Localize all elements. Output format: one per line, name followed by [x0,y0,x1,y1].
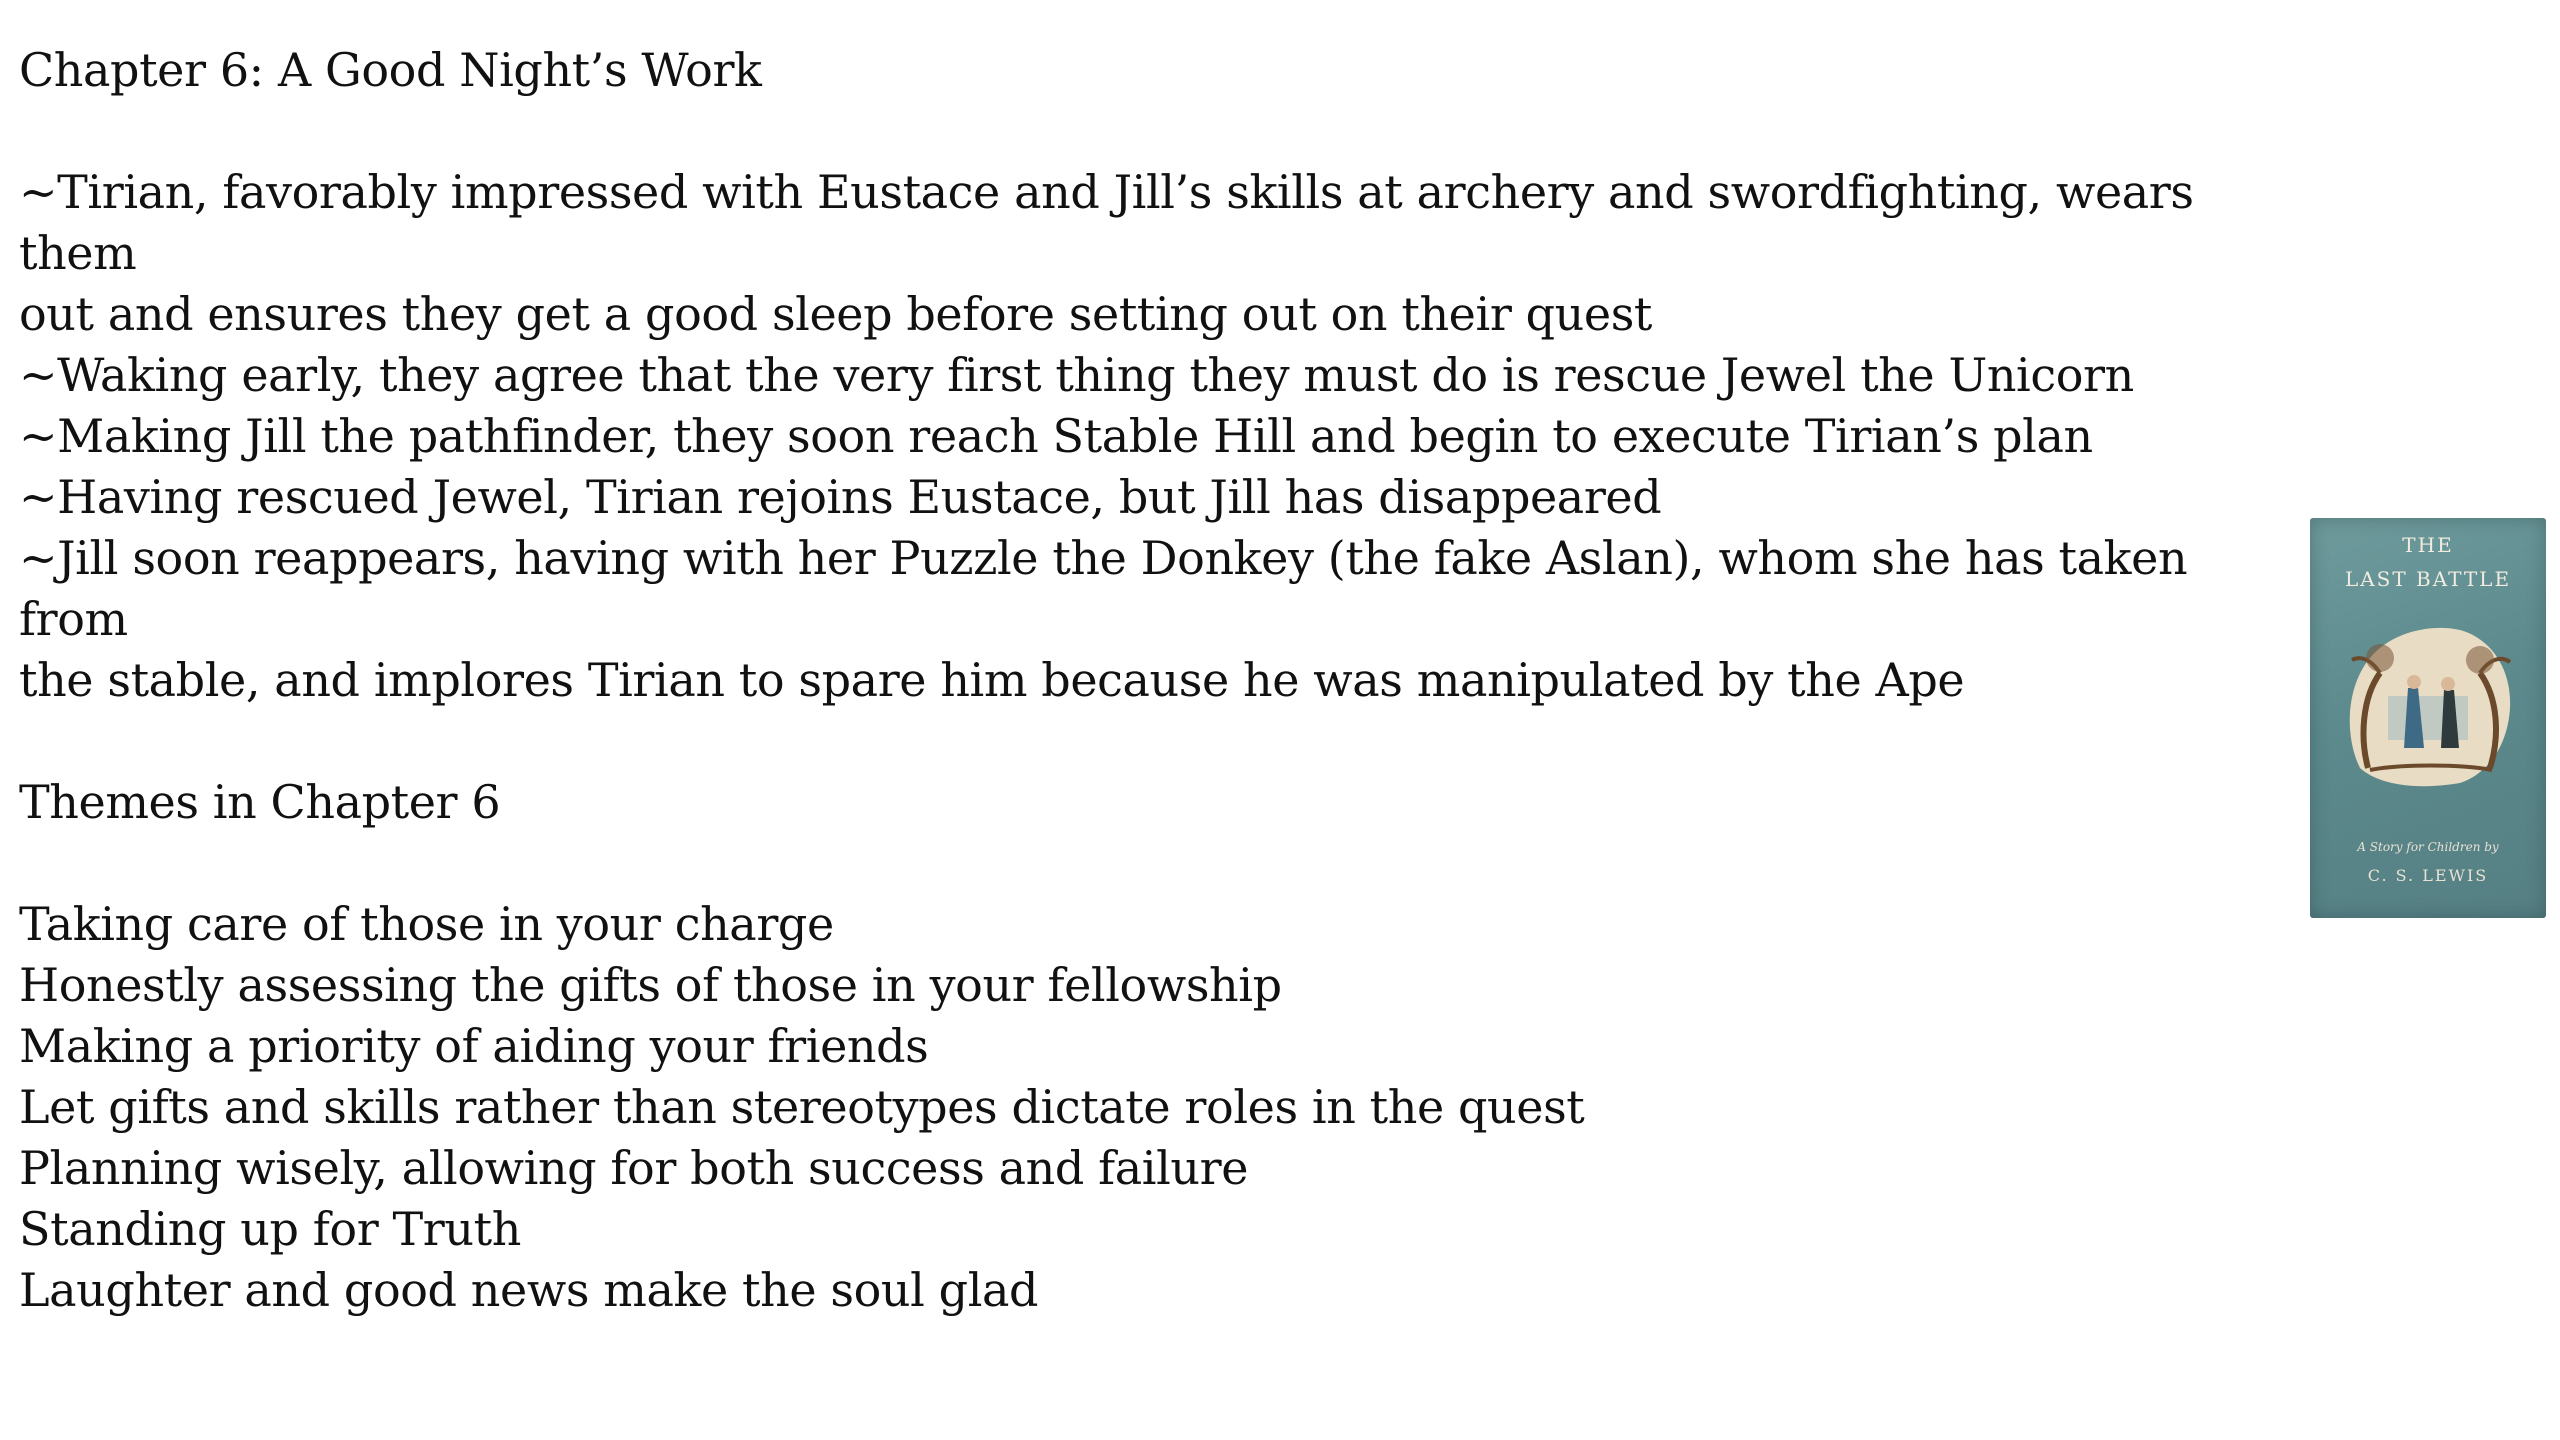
slide-text [19,40,2279,1321]
spacer [19,101,2279,162]
summary-line: the stable, and implores Tirian to spare him because he was manipulated by the Ape [19,653,1965,707]
chapter-heading: Chapter 6: A Good Night’s Work [19,43,762,97]
cover-title-line1: THE [2402,533,2454,557]
theme-item: Let gifts and skills rather than stereotypes dictate roles in the quest [19,1080,1585,1134]
summary-line: ~Making Jill the pathfinder, they soon reach Stable Hill and begin to execute Tirian’s plan [19,409,2093,463]
summary-line: ~Jill soon reappears, having with her Puzzle the Donkey (the fake Aslan), whom she has taken from [19,531,2202,646]
cover-illustration [2340,618,2516,788]
book-cover-image [2310,518,2546,918]
cover-title-line2: LAST BATTLE [2344,567,2512,591]
spacer [19,833,2279,894]
cover-subtitle: A Story for Children by [2357,840,2499,854]
summary-line: ~Having rescued Jewel, Tirian rejoins Eustace, but Jill has disappeared [19,470,1662,524]
cover-author: C. S. LEWIS [2367,866,2489,885]
summary-line: out and ensures they get a good sleep before setting out on their quest [19,287,1653,341]
theme-item: Honestly assessing the gifts of those in your fellowship [19,958,1282,1012]
theme-item: Making a priority of aiding your friends [19,1019,929,1073]
theme-item: Taking care of those in your charge [19,897,834,951]
theme-item: Laughter and good news make the soul glad [19,1263,1039,1317]
spacer [19,711,2279,772]
theme-item: Standing up for Truth [19,1202,521,1256]
theme-item: Planning wisely, allowing for both success and failure [19,1141,1249,1195]
summary-line: ~Waking early, they agree that the very first thing they must do is rescue Jewel the Unicorn [19,348,2134,402]
themes-heading: Themes in Chapter 6 [19,775,501,829]
summary-line: ~Tirian, favorably impressed with Eustace and Jill’s skills at archery and swordfighting, wears them [19,165,2208,280]
